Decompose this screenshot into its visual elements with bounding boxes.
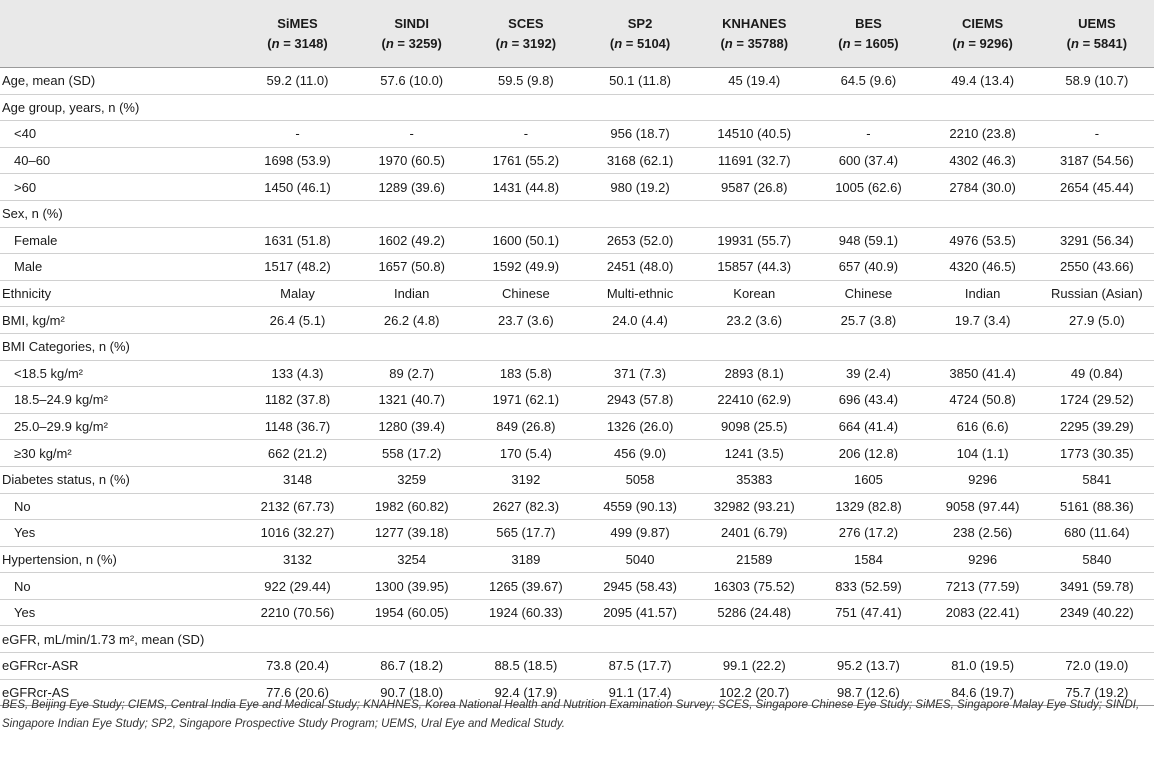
- table-row: [0, 307, 1154, 334]
- table-cell: 1326 (26.0): [583, 413, 697, 440]
- table-footnote: BES, Beijing Eye Study; CIEMS, Central India Eye and Medical Study; KNAHNES, Korea National Health and Nutrition Examination Survey; SCES, Singapore Chinese Eye Study; SiMES, Singapore Malay Eye Study; SINDI, Singapore Indian Eye Study; SP2, Singapore Prospective Study Program; UEMS, Ural Eye and Medical Study.: [2, 699, 1140, 730]
- table-cell: [1040, 94, 1154, 121]
- sample-size-value: 5841: [1093, 35, 1123, 51]
- row-label: 25.0–29.9 kg/m²: [0, 413, 240, 440]
- column-name: SP2: [627, 15, 653, 31]
- table-row: [0, 227, 1154, 254]
- column-name: SCES: [508, 15, 544, 31]
- column-header-simes: [240, 0, 354, 68]
- table-cell: 276 (17.2): [811, 520, 925, 547]
- column-name: SINDI: [394, 15, 430, 31]
- table-cell: 58.9 (10.7): [1040, 68, 1154, 95]
- table-cell: 102.2 (20.7): [697, 679, 811, 706]
- table-cell: 662 (21.2): [240, 440, 354, 467]
- table-cell: 1954 (60.05): [355, 599, 469, 626]
- column-sample-size: (n = 3259): [381, 35, 442, 51]
- table-cell: 64.5 (9.6): [811, 68, 925, 95]
- table-cell: [583, 200, 697, 227]
- table-cell: 4976 (53.5): [926, 227, 1040, 254]
- table-cell: [355, 626, 469, 653]
- table-cell: 956 (18.7): [583, 121, 697, 148]
- table-cell: Indian: [926, 280, 1040, 307]
- table-cell: 1698 (53.9): [240, 147, 354, 174]
- table-cell: 45 (19.4): [697, 68, 811, 95]
- table-cell: 5841: [1040, 466, 1154, 493]
- table-cell: [355, 94, 469, 121]
- table-cell: 616 (6.6): [926, 413, 1040, 440]
- table-cell: 3168 (62.1): [583, 147, 697, 174]
- table-cell: 948 (59.1): [811, 227, 925, 254]
- table-cell: 7213 (77.59): [926, 573, 1040, 600]
- table-row: [0, 520, 1154, 547]
- table-cell: 23.2 (3.6): [697, 307, 811, 334]
- header-label-cell: [0, 0, 240, 68]
- table-row: [0, 599, 1154, 626]
- table-cell: 59.5 (9.8): [469, 68, 583, 95]
- table-cell: [240, 94, 354, 121]
- table-cell: 24.0 (4.4): [583, 307, 697, 334]
- table-cell: 3192: [469, 466, 583, 493]
- table-cell: Chinese: [811, 280, 925, 307]
- row-label: Male: [0, 254, 240, 281]
- table-row: [0, 200, 1154, 227]
- table-cell: [811, 200, 925, 227]
- table-cell: 5840: [1040, 546, 1154, 573]
- column-name: BES: [855, 15, 882, 31]
- table-cell: [926, 333, 1040, 360]
- table-cell: 81.0 (19.5): [926, 653, 1040, 680]
- table-row: [0, 573, 1154, 600]
- column-header-uems: [1040, 0, 1154, 68]
- row-label: Age group, years, n (%): [0, 94, 240, 121]
- table-cell: 5040: [583, 546, 697, 573]
- table-cell: [811, 626, 925, 653]
- table-cell: 90.7 (18.0): [355, 679, 469, 706]
- table-cell: 5058: [583, 466, 697, 493]
- table-cell: 833 (52.59): [811, 573, 925, 600]
- table-cell: 5161 (88.36): [1040, 493, 1154, 520]
- header-row: [0, 0, 1154, 68]
- table-cell: [469, 626, 583, 653]
- table-cell: 9587 (26.8): [697, 174, 811, 201]
- table-cell: 2784 (30.0): [926, 174, 1040, 201]
- table-cell: 1329 (82.8): [811, 493, 925, 520]
- table-cell: 2451 (48.0): [583, 254, 697, 281]
- sample-size-value: 1605: [865, 35, 895, 51]
- column-header-ciems: [926, 0, 1040, 68]
- table-row: [0, 121, 1154, 148]
- table-cell: 9058 (97.44): [926, 493, 1040, 520]
- row-label: 40–60: [0, 147, 240, 174]
- table-cell: 1005 (62.6): [811, 174, 925, 201]
- table-row: [0, 147, 1154, 174]
- n-prefix: n: [724, 35, 733, 51]
- table-cell: 456 (9.0): [583, 440, 697, 467]
- column-header-sces: [469, 0, 583, 68]
- table-cell: 696 (43.4): [811, 387, 925, 414]
- table-cell: 565 (17.7): [469, 520, 583, 547]
- table-cell: 664 (41.4): [811, 413, 925, 440]
- table-cell: 2893 (8.1): [697, 360, 811, 387]
- n-prefix: n: [385, 35, 394, 51]
- table-cell: 1584: [811, 546, 925, 573]
- table-cell: 1592 (49.9): [469, 254, 583, 281]
- table-cell: 1148 (36.7): [240, 413, 354, 440]
- table-row: [0, 653, 1154, 680]
- table-row: [0, 360, 1154, 387]
- table-cell: 19.7 (3.4): [926, 307, 1040, 334]
- sample-size-value: 35788: [747, 35, 784, 51]
- table-cell: 1773 (30.35): [1040, 440, 1154, 467]
- table-cell: 49 (0.84): [1040, 360, 1154, 387]
- table-cell: 26.2 (4.8): [355, 307, 469, 334]
- table-row: [0, 254, 1154, 281]
- table-cell: 170 (5.4): [469, 440, 583, 467]
- table-cell: 1600 (50.1): [469, 227, 583, 254]
- table-cell: -: [469, 121, 583, 148]
- row-label: Female: [0, 227, 240, 254]
- table-cell: [926, 626, 1040, 653]
- table-header: [0, 0, 1154, 68]
- table-cell: 2627 (82.3): [469, 493, 583, 520]
- table-cell: 4559 (90.13): [583, 493, 697, 520]
- table-cell: 9098 (25.5): [697, 413, 811, 440]
- table-cell: 2095 (41.57): [583, 599, 697, 626]
- column-sample-size: (n = 9296): [952, 35, 1013, 51]
- n-prefix: n: [956, 35, 965, 51]
- table-cell: 16303 (75.52): [697, 573, 811, 600]
- table-row: [0, 546, 1154, 573]
- table-cell: 2349 (40.22): [1040, 599, 1154, 626]
- table-cell: 2210 (70.56): [240, 599, 354, 626]
- table-cell: 1724 (29.52): [1040, 387, 1154, 414]
- table-cell: 21589: [697, 546, 811, 573]
- table-cell: 59.2 (11.0): [240, 68, 354, 95]
- table-row: [0, 466, 1154, 493]
- column-sample-size: (n = 3148): [267, 35, 328, 51]
- table-cell: [469, 94, 583, 121]
- table-cell: 99.1 (22.2): [697, 653, 811, 680]
- table-cell: -: [240, 121, 354, 148]
- column-sample-size: (n = 3192): [495, 35, 557, 51]
- table-cell: 1605: [811, 466, 925, 493]
- sample-size-value: 3192: [522, 35, 552, 51]
- table-cell: -: [811, 121, 925, 148]
- table-cell: 72.0 (19.0): [1040, 653, 1154, 680]
- table-cell: 1182 (37.8): [240, 387, 354, 414]
- column-header-knhanes: [697, 0, 811, 68]
- row-label: eGFRcr-ASR: [0, 653, 240, 680]
- table-cell: 49.4 (13.4): [926, 68, 1040, 95]
- table-cell: [469, 200, 583, 227]
- table-cell: 73.8 (20.4): [240, 653, 354, 680]
- sample-size-value: 9296: [979, 35, 1009, 51]
- table-cell: 89 (2.7): [355, 360, 469, 387]
- table-cell: 2132 (67.73): [240, 493, 354, 520]
- table-cell: 25.7 (3.8): [811, 307, 925, 334]
- table-row: [0, 413, 1154, 440]
- table-cell: 50.1 (11.8): [583, 68, 697, 95]
- table-cell: 1761 (55.2): [469, 147, 583, 174]
- row-label: 18.5–24.9 kg/m²: [0, 387, 240, 414]
- table-cell: [1040, 200, 1154, 227]
- row-label: eGFR, mL/min/1.73 m², mean (SD): [0, 626, 240, 653]
- table-cell: 75.7 (19.2): [1040, 679, 1154, 706]
- table-cell: 558 (17.2): [355, 440, 469, 467]
- table-cell: 32982 (93.21): [697, 493, 811, 520]
- table-row: [0, 493, 1154, 520]
- row-label: Hypertension, n (%): [0, 546, 240, 573]
- table-cell: 2550 (43.66): [1040, 254, 1154, 281]
- row-label: >60: [0, 174, 240, 201]
- column-name: UEMS: [1078, 15, 1116, 31]
- table-cell: 2943 (57.8): [583, 387, 697, 414]
- column-sample-size: (n = 5104): [609, 35, 671, 51]
- table-cell: 3254: [355, 546, 469, 573]
- table-cell: 15857 (44.3): [697, 254, 811, 281]
- table-row: [0, 94, 1154, 121]
- table-cell: 1241 (3.5): [697, 440, 811, 467]
- table-cell: [240, 333, 354, 360]
- table-body: [0, 68, 1154, 706]
- table-cell: 4724 (50.8): [926, 387, 1040, 414]
- table-cell: Multi-ethnic: [583, 280, 697, 307]
- table-cell: -: [1040, 121, 1154, 148]
- row-label: ≥30 kg/m²: [0, 440, 240, 467]
- table-cell: Chinese: [469, 280, 583, 307]
- table-cell: 2083 (22.41): [926, 599, 1040, 626]
- sample-size-value: 3148: [294, 35, 324, 51]
- table-cell: 3148: [240, 466, 354, 493]
- table-cell: 26.4 (5.1): [240, 307, 354, 334]
- table-cell: 1971 (62.1): [469, 387, 583, 414]
- table-cell: 1517 (48.2): [240, 254, 354, 281]
- table-cell: 3850 (41.4): [926, 360, 1040, 387]
- table-cell: 35383: [697, 466, 811, 493]
- table-cell: 3132: [240, 546, 354, 573]
- table-cell: 1016 (32.27): [240, 520, 354, 547]
- table-cell: [1040, 626, 1154, 653]
- table-cell: 1280 (39.4): [355, 413, 469, 440]
- table-cell: 1602 (49.2): [355, 227, 469, 254]
- column-name: KNHANES: [722, 15, 787, 31]
- table-cell: [583, 333, 697, 360]
- table-cell: 22410 (62.9): [697, 387, 811, 414]
- table-cell: [583, 626, 697, 653]
- table-row: [0, 440, 1154, 467]
- table-cell: 2295 (39.29): [1040, 413, 1154, 440]
- row-label: Age, mean (SD): [0, 68, 240, 95]
- table-cell: 87.5 (17.7): [583, 653, 697, 680]
- table-cell: [355, 333, 469, 360]
- table-cell: 1321 (40.7): [355, 387, 469, 414]
- table-cell: [811, 94, 925, 121]
- table-cell: [1040, 333, 1154, 360]
- column-header-bes: [811, 0, 925, 68]
- row-label: Yes: [0, 520, 240, 547]
- table-cell: 11691 (32.7): [697, 147, 811, 174]
- table-row: [0, 280, 1154, 307]
- row-label: BMI Categories, n (%): [0, 333, 240, 360]
- table-cell: 751 (47.41): [811, 599, 925, 626]
- table-cell: 3291 (56.34): [1040, 227, 1154, 254]
- table-cell: 980 (19.2): [583, 174, 697, 201]
- table-cell: 92.4 (17.9): [469, 679, 583, 706]
- table-cell: 1289 (39.6): [355, 174, 469, 201]
- table-cell: 600 (37.4): [811, 147, 925, 174]
- table-cell: 1631 (51.8): [240, 227, 354, 254]
- table-cell: 5286 (24.48): [697, 599, 811, 626]
- table-cell: -: [355, 121, 469, 148]
- table-cell: [926, 94, 1040, 121]
- column-name: SiMES: [277, 15, 318, 31]
- table-cell: 3259: [355, 466, 469, 493]
- row-label: No: [0, 573, 240, 600]
- row-label: Yes: [0, 599, 240, 626]
- table-cell: 77.6 (20.6): [240, 679, 354, 706]
- table-cell: [240, 626, 354, 653]
- table-cell: 1265 (39.67): [469, 573, 583, 600]
- table-cell: [811, 333, 925, 360]
- table-cell: 1300 (39.95): [355, 573, 469, 600]
- table-cell: 4302 (46.3): [926, 147, 1040, 174]
- table-row: [0, 626, 1154, 653]
- table-cell: Russian (Asian): [1040, 280, 1154, 307]
- table-cell: 27.9 (5.0): [1040, 307, 1154, 334]
- table-cell: Malay: [240, 280, 354, 307]
- table-cell: 371 (7.3): [583, 360, 697, 387]
- table-cell: 1970 (60.5): [355, 147, 469, 174]
- sample-size-value: 3259: [408, 35, 438, 51]
- table-cell: 95.2 (13.7): [811, 653, 925, 680]
- n-prefix: n: [500, 35, 508, 51]
- table-cell: 14510 (40.5): [697, 121, 811, 148]
- row-label: No: [0, 493, 240, 520]
- table-cell: 2210 (23.8): [926, 121, 1040, 148]
- row-label: Ethnicity: [0, 280, 240, 307]
- table-cell: 1982 (60.82): [355, 493, 469, 520]
- column-name: CIEMS: [962, 15, 1004, 31]
- table-cell: 238 (2.56): [926, 520, 1040, 547]
- table-cell: 86.7 (18.2): [355, 653, 469, 680]
- table-cell: 39 (2.4): [811, 360, 925, 387]
- table-cell: 206 (12.8): [811, 440, 925, 467]
- table-row: [0, 333, 1154, 360]
- table-cell: 1431 (44.8): [469, 174, 583, 201]
- table-cell: [240, 200, 354, 227]
- column-sample-size: (n = 1605): [838, 35, 899, 51]
- table-cell: [697, 626, 811, 653]
- row-label: <18.5 kg/m²: [0, 360, 240, 387]
- row-label: BMI, kg/m²: [0, 307, 240, 334]
- column-sample-size: (n = 35788): [720, 35, 789, 51]
- table-cell: 9296: [926, 466, 1040, 493]
- table-cell: 2401 (6.79): [697, 520, 811, 547]
- table-row: [0, 68, 1154, 95]
- table-cell: 1450 (46.1): [240, 174, 354, 201]
- table-cell: 2653 (52.0): [583, 227, 697, 254]
- row-label: Diabetes status, n (%): [0, 466, 240, 493]
- column-header-sp2: [583, 0, 697, 68]
- n-prefix: n: [842, 35, 851, 51]
- table-cell: 680 (11.64): [1040, 520, 1154, 547]
- table-cell: 2654 (45.44): [1040, 174, 1154, 201]
- table-cell: Indian: [355, 280, 469, 307]
- table-cell: 3189: [469, 546, 583, 573]
- table-cell: 2945 (58.43): [583, 573, 697, 600]
- table-cell: 1657 (50.8): [355, 254, 469, 281]
- column-header-sindi: [355, 0, 469, 68]
- n-prefix: n: [271, 35, 280, 51]
- table-cell: 1924 (60.33): [469, 599, 583, 626]
- table-cell: 183 (5.8): [469, 360, 583, 387]
- table-row: [0, 387, 1154, 414]
- table-cell: [697, 333, 811, 360]
- table-row: [0, 174, 1154, 201]
- table-cell: 4320 (46.5): [926, 254, 1040, 281]
- table-cell: [697, 200, 811, 227]
- table-cell: [926, 200, 1040, 227]
- table-cell: 98.7 (12.6): [811, 679, 925, 706]
- table-cell: [469, 333, 583, 360]
- table-cell: 88.5 (18.5): [469, 653, 583, 680]
- table-cell: 3491 (59.78): [1040, 573, 1154, 600]
- table-cell: 922 (29.44): [240, 573, 354, 600]
- n-prefix: n: [614, 35, 623, 51]
- table-cell: 84.6 (19.7): [926, 679, 1040, 706]
- row-label: Sex, n (%): [0, 200, 240, 227]
- row-label: <40: [0, 121, 240, 148]
- table-cell: 849 (26.8): [469, 413, 583, 440]
- table-cell: 499 (9.87): [583, 520, 697, 547]
- n-prefix: n: [1071, 35, 1079, 51]
- table-cell: Korean: [697, 280, 811, 307]
- table-cell: [355, 200, 469, 227]
- table-cell: 19931 (55.7): [697, 227, 811, 254]
- table-cell: 133 (4.3): [240, 360, 354, 387]
- row-label: eGFRcr-AS: [0, 679, 240, 706]
- table-cell: [697, 94, 811, 121]
- table-cell: 3187 (54.56): [1040, 147, 1154, 174]
- sample-size-value: 5104: [636, 35, 666, 51]
- table-cell: 9296: [926, 546, 1040, 573]
- table-cell: 1277 (39.18): [355, 520, 469, 547]
- table-cell: 91.1 (17.4): [583, 679, 697, 706]
- table-cell: 23.7 (3.6): [469, 307, 583, 334]
- table-cell: 657 (40.9): [811, 254, 925, 281]
- table-cell: 57.6 (10.0): [355, 68, 469, 95]
- table-cell: 104 (1.1): [926, 440, 1040, 467]
- column-sample-size: (n = 5841): [1066, 35, 1128, 51]
- table-cell: [583, 94, 697, 121]
